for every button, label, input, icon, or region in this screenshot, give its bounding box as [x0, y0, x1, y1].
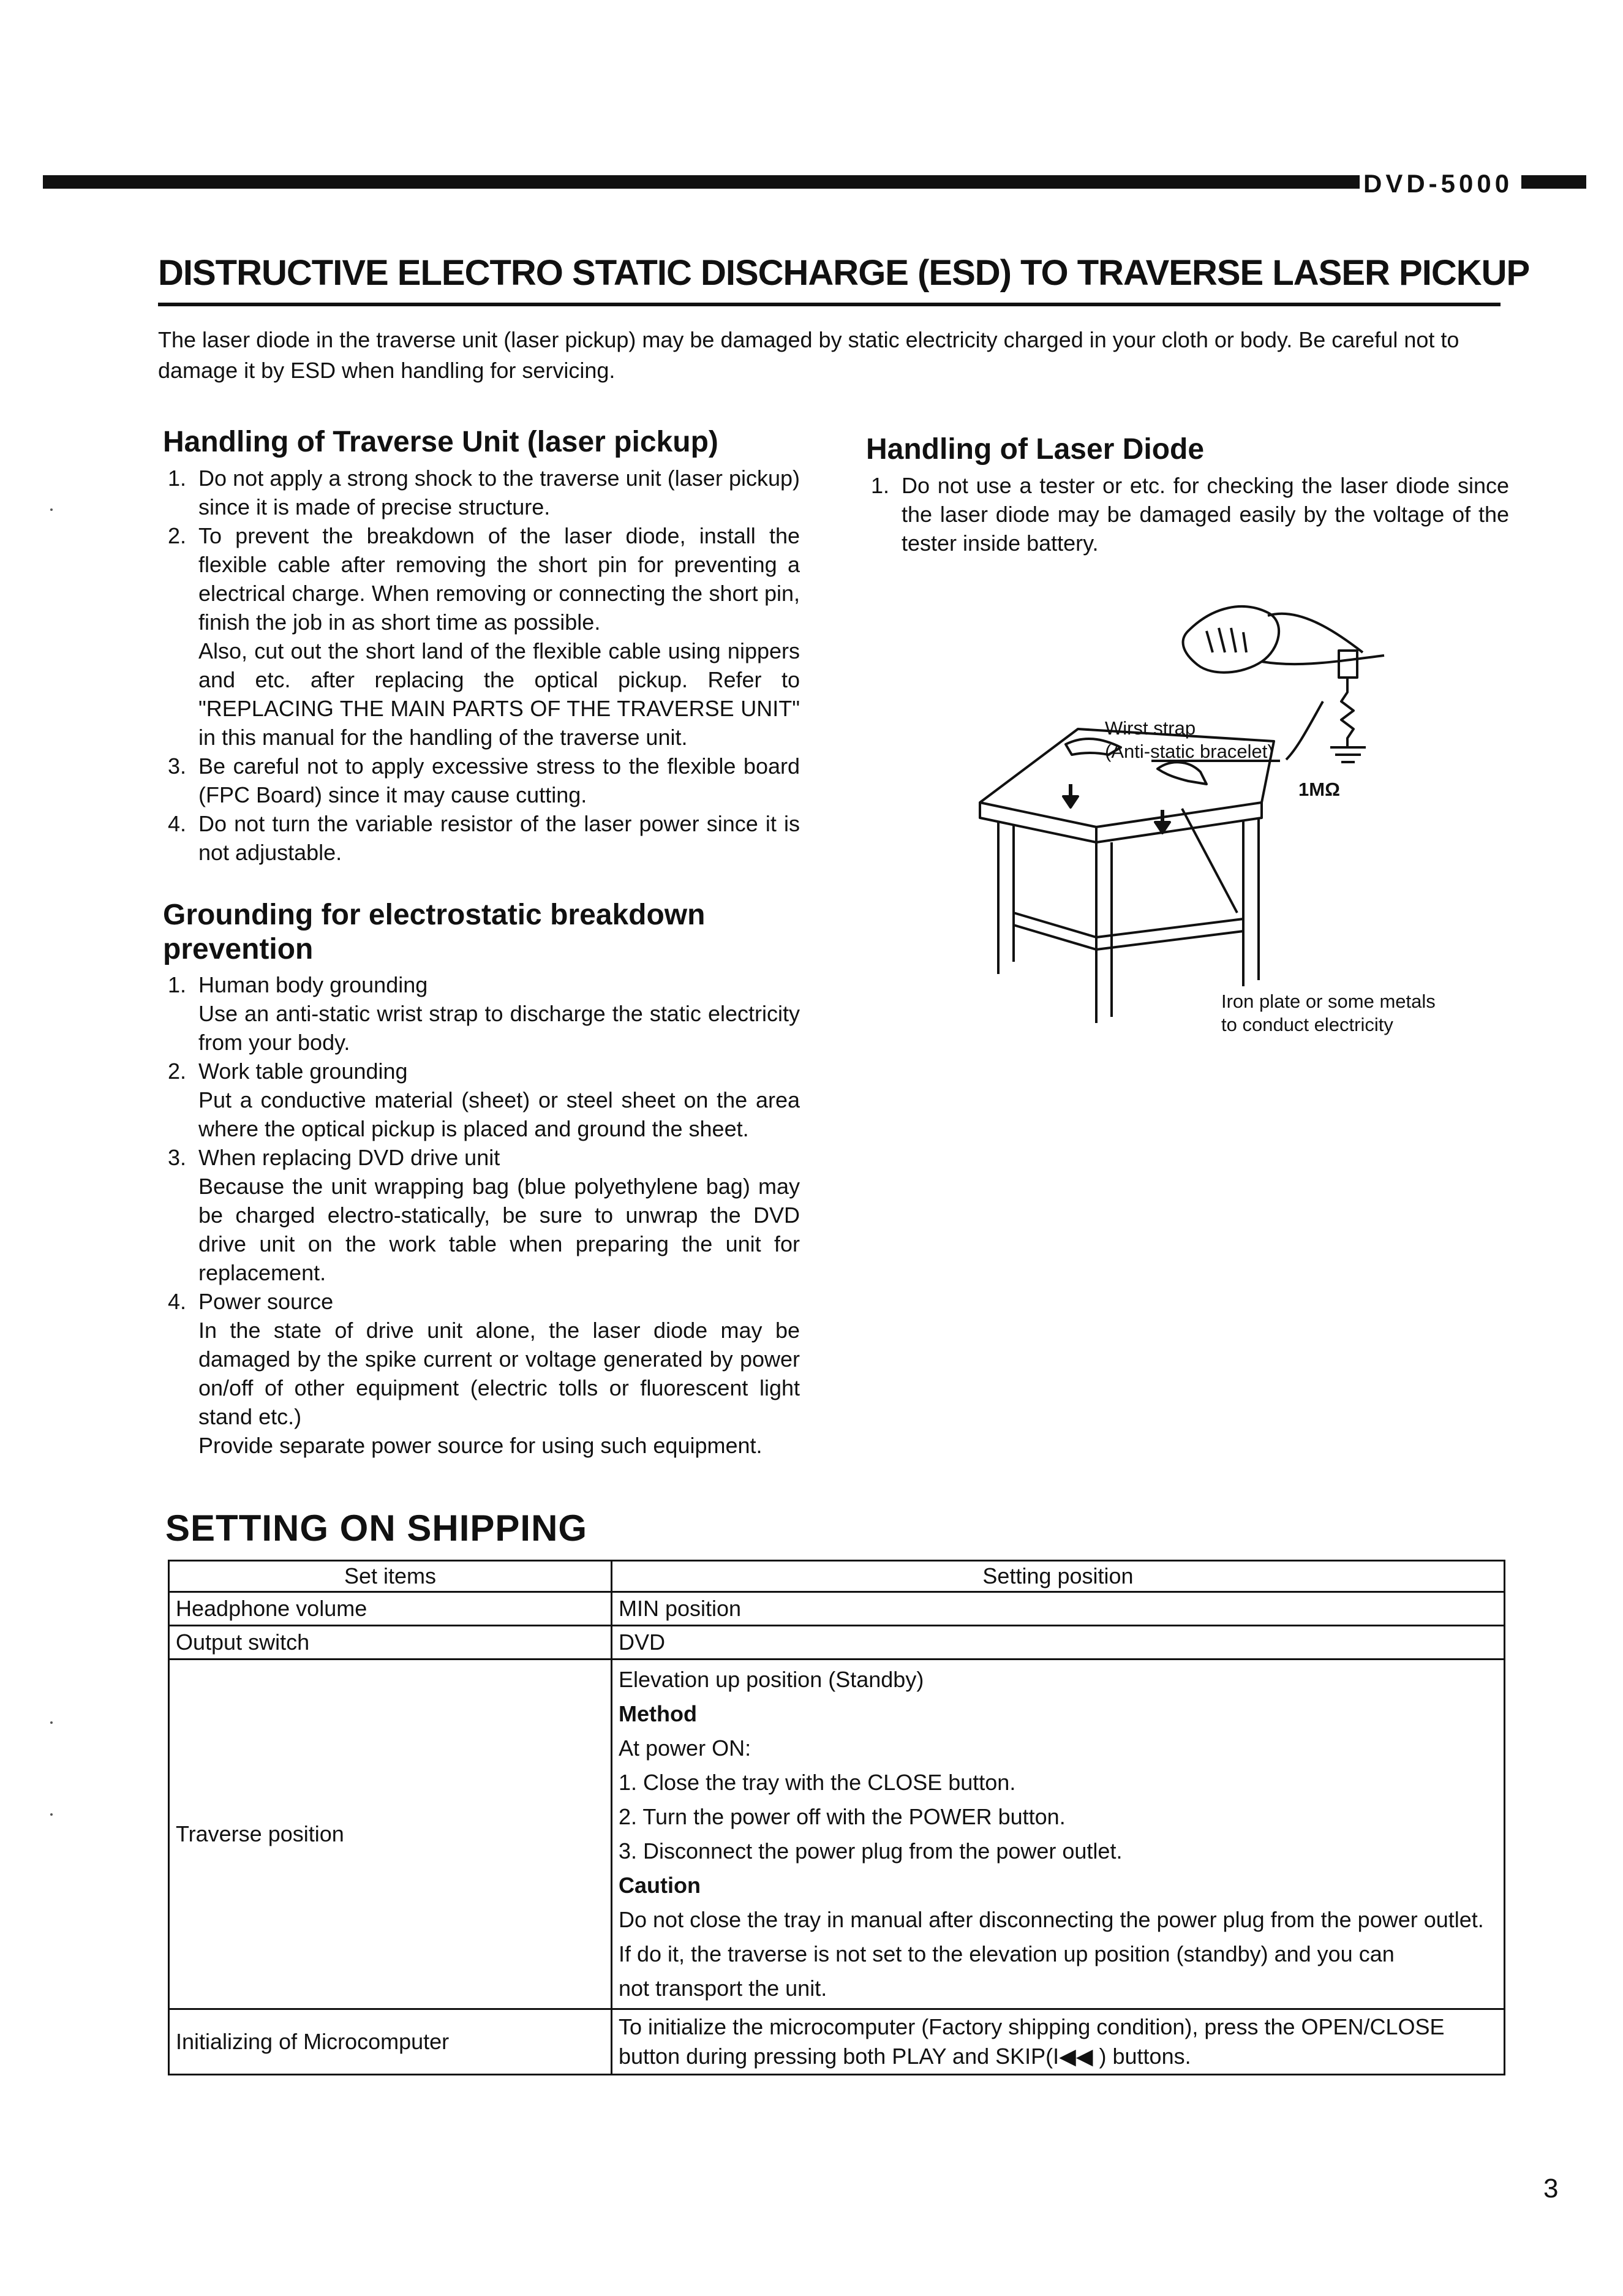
list-item: 1. Human body grounding Use an anti-static wrist strap to discharge the static electricity from your body. — [168, 972, 800, 1055]
esd-figure — [955, 594, 1507, 1035]
table-row: Initializing of Microcomputer To initialize the microcomputer (Factory shipping condition), press the OPEN/CLOSE button during pressing both PLAY and SKIP(I◀◀ ) buttons. — [169, 2009, 1505, 2075]
table-header-row — [169, 1561, 1505, 1592]
shipping-heading: SETTING ON SHIPPING — [165, 1508, 588, 1549]
page-number: 3 — [1543, 2173, 1559, 2203]
shipping-table — [168, 1560, 1505, 2075]
traverse-heading: Handling of Traverse Unit (laser pickup) — [163, 426, 718, 458]
table-row: Headphone volume MIN position — [169, 1592, 1505, 1626]
scan-speck — [50, 508, 53, 511]
traverse-section — [163, 425, 800, 867]
iron-plate-label: Iron plate or some metals to conduct electricity — [1221, 991, 1436, 1035]
list-item: 1. Do not apply a strong shock to the traverse unit (laser pickup) since it is made of precise structure. — [168, 466, 800, 519]
page-title: DISTRUCTIVE ELECTRO STATIC DISCHARGE (ESD) TO TRAVERSE LASER PICKUP — [158, 253, 1530, 293]
title-underline — [158, 303, 1501, 306]
grounding-heading: Grounding for electrostatic breakdown prevention — [163, 899, 706, 965]
list-item: 2. Work table grounding Put a conductive material (sheet) or steel sheet on the area where the optical pickup is placed and ground the sheet. — [168, 1059, 800, 1141]
init-detail-cell: To initialize the microcomputer (Factory shipping condition), press the OPEN/CLOSE button during pressing both PLAY and SKIP(I◀◀ ) buttons. — [612, 2009, 1505, 2075]
resistor-label: 1MΩ — [1298, 779, 1340, 800]
list-item: 4. Power source In the state of drive unit alone, the laser diode may be damaged by the spike current or voltage generated by power on/off of other equipment (electric tolls or fluorescent light stand etc.) Provide separate power source for using such equipment. — [168, 1289, 800, 1458]
workbench-illustration — [955, 594, 1507, 1035]
laser-diode-section — [866, 432, 1509, 557]
wrist-strap-label: Wirst strap (Anti-static bracelet) — [1105, 717, 1274, 762]
list-item: 3. When replacing DVD drive unit Because the unit wrapping bag (blue polyethylene bag) may be charged electro-statically, be sure to unwrap the DVD drive unit on the work table when preparing the unit for replacement. — [168, 1145, 800, 1285]
grounding-list — [163, 970, 800, 1460]
list-item: 4. Do not turn the variable resistor of the laser power since it is not adjustable. — [168, 811, 800, 865]
scan-speck — [50, 1721, 53, 1724]
table-row: Traverse position Elevation up position (Standby) Method At power ON: 1. Close the tray with the CLOSE button. 2. Turn the power off with the POWER button. 3. Disconnect the power plug from the power outlet. Caution Do not close the tray in manual after disconnecting the power plug from the power outlet. If do it, the traverse is not set to the elevation up position (standby) and you can not transport the unit. — [169, 1660, 1505, 2009]
scan-speck — [50, 1813, 53, 1816]
laser-diode-list — [866, 471, 1509, 557]
table-row: Output switch DVD — [169, 1626, 1505, 1660]
list-item: 1. Do not use a tester or etc. for checking the laser diode since the laser diode may be damaged easily by the voltage of the tester inside battery. — [871, 473, 1509, 556]
model-label: DVD-5000 — [1363, 169, 1513, 198]
column-header-items: Set items — [169, 1561, 612, 1592]
list-item: 3. Be careful not to apply excessive stress to the flexible board (FPC Board) since it may cause cutting. — [168, 753, 800, 807]
traverse-list — [163, 464, 800, 867]
laser-diode-heading: Handling of Laser Diode — [866, 433, 1205, 466]
list-item: 2. To prevent the breakdown of the laser diode, install the flexible cable after removing the short pin for preventing a electrical charge. When removing or connecting the short pin, finish the job in as short time as possible. Also, cut out the short land of the flexible cable using nippers and etc. after replacing the optical pickup. Refer to "REPLACING THE MAIN PARTS OF THE TRAVERSE UNIT" in this manual for the handling of the traverse unit. — [168, 523, 800, 750]
header-rule-end — [1521, 175, 1586, 189]
column-header-position: Setting position — [612, 1561, 1505, 1592]
traverse-detail-cell: Elevation up position (Standby) Method At power ON: 1. Close the tray with the CLOSE button. 2. Turn the power off with the POWER button. 3. Disconnect the power plug from the power outlet. Caution Do not close the tray in manual after disconnecting the power plug from the power outlet. If do it, the traverse is not set to the elevation up position (standby) and you can not transport the unit. — [612, 1660, 1505, 2009]
header-rule — [43, 175, 1360, 189]
intro-paragraph: The laser diode in the traverse unit (laser pickup) may be damaged by static electricity charged in your cloth or body. Be careful not to damage it by ESD when handling for servicing. — [158, 327, 1459, 383]
